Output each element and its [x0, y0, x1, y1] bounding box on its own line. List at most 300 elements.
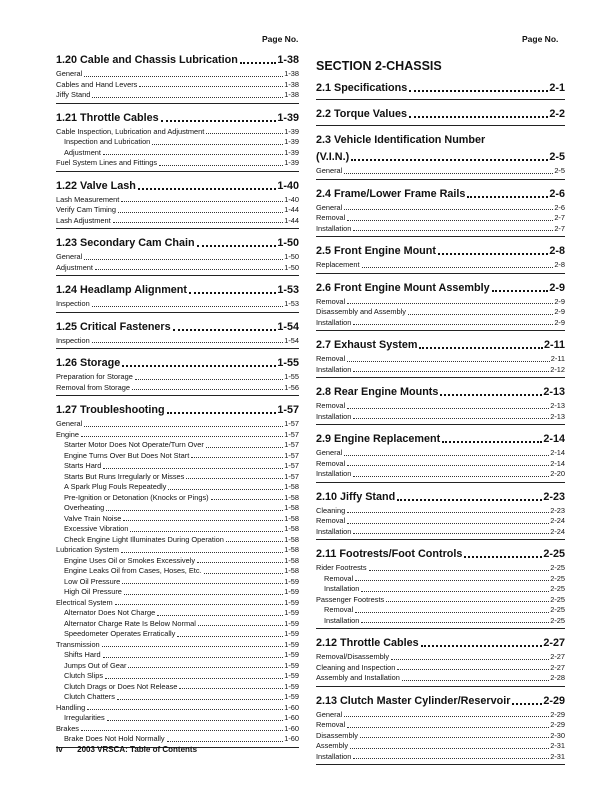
toc-entry[interactable] [56, 372, 299, 383]
toc-heading[interactable] [56, 402, 299, 418]
toc-entry[interactable] [56, 430, 299, 441]
toc-section [56, 110, 299, 172]
toc-entry-leader [353, 371, 549, 372]
toc-heading-title: 2.9 Engine Replacement [316, 433, 441, 445]
toc-entry-page: 1-44 [284, 205, 299, 214]
toc-section [316, 106, 565, 126]
toc-entry-title: Lash Measurement [56, 194, 120, 204]
page-no-header-right: Page No. [522, 34, 559, 44]
toc-entry[interactable] [56, 461, 299, 472]
toc-entry-title: Installation [316, 526, 352, 536]
toc-right-body [316, 80, 565, 765]
toc-heading-page: 2-23 [543, 490, 565, 503]
toc-entry-title: Assembly and Installation [316, 673, 400, 682]
toc-entry[interactable] [316, 224, 565, 235]
toc-heading-page: 2-27 [543, 637, 565, 649]
toc-entry-page: 1-50 [284, 252, 299, 261]
toc-entry[interactable] [56, 734, 299, 745]
toc-entry[interactable] [56, 69, 299, 80]
toc-entry-title: Installation [316, 469, 352, 478]
footer-doc-title: 2003 VRSCA: Table of Contents [77, 745, 198, 754]
toc-heading[interactable] [316, 106, 565, 122]
toc-entry-page: 2-28 [550, 673, 565, 682]
toc-entry-title: Clutch Slips [64, 671, 104, 680]
toc-entry-leader [92, 342, 284, 343]
toc-entry[interactable] [56, 263, 299, 274]
toc-entry-title: Handling [56, 702, 86, 712]
toc-entry-page: 2-9 [554, 307, 565, 316]
toc-entry-title: General [316, 166, 343, 175]
toc-entry[interactable] [56, 383, 299, 394]
toc-entry[interactable] [316, 354, 565, 365]
toc-entry-title: Jumps Out of Gear [64, 660, 127, 670]
toc-entry-leader [139, 86, 283, 87]
toc-entry[interactable] [56, 252, 299, 263]
toc-entry-title: Preparation for Storage [56, 372, 133, 381]
toc-entry-title: Electrical System [56, 597, 113, 607]
toc-entry-page: 1-58 [284, 534, 299, 544]
toc-entry-title: Removal/Disassembly [316, 652, 390, 661]
toc-entry[interactable] [56, 493, 299, 504]
toc-entry-page: 1-58 [284, 566, 299, 575]
toc-entry[interactable] [56, 482, 299, 493]
toc-entry[interactable] [316, 318, 565, 329]
toc-entry[interactable] [316, 401, 565, 412]
toc-entry-title: Installation [316, 317, 352, 327]
toc-entry-page: 2-8 [554, 260, 565, 269]
toc-entry[interactable] [56, 545, 299, 556]
toc-entry-leader [355, 612, 549, 613]
toc-entry-page: 2-24 [550, 516, 565, 525]
toc-heading[interactable] [56, 319, 299, 335]
toc-entry-leader [386, 601, 549, 602]
toc-entry[interactable] [316, 595, 565, 606]
toc-entry[interactable] [56, 195, 299, 206]
toc-entry-leader [204, 573, 284, 574]
toc-entry[interactable] [316, 710, 565, 721]
toc-heading-title: 2.10 Jiffy Stand [316, 490, 396, 503]
toc-entry-leader [103, 468, 283, 469]
toc-entry[interactable] [316, 584, 565, 595]
toc-heading-page: 1-57 [277, 404, 299, 416]
toc-section [56, 52, 299, 104]
toc-section [56, 282, 299, 313]
toc-entry-title: Lubrication System [56, 545, 119, 554]
toc-entry-page: 1-39 [284, 126, 299, 136]
toc-entry[interactable] [56, 650, 299, 661]
toc-entry-page: 1-38 [284, 90, 299, 99]
toc-heading-title: 2.12 Throttle Cables [316, 637, 419, 649]
toc-entry-title: Removal [324, 605, 354, 614]
toc-entry-title: General [56, 252, 83, 261]
toc-entry[interactable] [56, 137, 299, 148]
toc-entry[interactable] [316, 412, 565, 423]
toc-entry[interactable] [56, 80, 299, 91]
toc-entry-page: 1-57 [284, 429, 299, 439]
toc-entry-page: 1-59 [284, 608, 299, 617]
toc-entry[interactable] [316, 166, 565, 177]
toc-entry-leader [344, 209, 553, 210]
toc-entry-leader [353, 476, 549, 477]
page-no-header-left: Page No. [262, 34, 299, 44]
toc-heading-page: 2-11 [543, 339, 565, 351]
toc-entry[interactable] [316, 506, 565, 517]
toc-entry-page: 2-29 [550, 720, 565, 729]
toc-entry-title: Disassembly and Assembly [316, 307, 406, 316]
toc-entry[interactable] [56, 299, 299, 310]
toc-heading-title: 1.25 Critical Fasteners [56, 320, 171, 333]
toc-entry[interactable] [56, 566, 299, 577]
toc-heading[interactable] [56, 110, 299, 126]
toc-entry[interactable] [56, 503, 299, 514]
toc-entry[interactable] [56, 90, 299, 101]
toc-heading[interactable] [316, 693, 565, 709]
toc-entry-page: 1-54 [284, 335, 299, 345]
toc-entry-page: 2-27 [550, 662, 565, 672]
toc-entry-leader [347, 361, 550, 362]
toc-section [316, 693, 565, 766]
toc-section [316, 243, 565, 274]
toc-heading[interactable] [56, 52, 299, 68]
toc-entry-leader [347, 220, 553, 221]
toc-heading[interactable] [56, 178, 299, 194]
toc-entry-title: Inspection [56, 299, 90, 308]
toc-heading-title: 2.7 Exhaust System [316, 339, 418, 351]
toc-section [316, 132, 565, 180]
toc-heading-leader [440, 394, 542, 396]
toc-heading[interactable] [56, 235, 299, 251]
toc-entry[interactable] [316, 605, 565, 616]
toc-entry-title: Installation [316, 751, 352, 761]
toc-entry[interactable] [56, 556, 299, 567]
toc-heading-leader [173, 329, 277, 331]
toc-entry-title: Overheating [64, 503, 105, 512]
toc-entry[interactable] [56, 713, 299, 724]
toc-entry-page: 1-58 [284, 492, 299, 502]
toc-entry-leader [118, 212, 283, 213]
toc-entry[interactable] [56, 336, 299, 347]
toc-entry-leader [128, 667, 283, 668]
toc-entry-page: 2-25 [550, 563, 565, 572]
toc-entry[interactable] [316, 752, 565, 763]
toc-left-column [56, 52, 299, 754]
toc-heading-page: 2-9 [549, 281, 565, 294]
toc-entry-page: 1-58 [284, 482, 299, 491]
toc-section [56, 355, 299, 396]
toc-heading-title: (V.I.N.) [316, 151, 350, 163]
toc-heading-page: 2-1 [549, 82, 565, 94]
toc-entry-leader [81, 730, 283, 731]
toc-entry-leader [107, 720, 284, 721]
toc-entry-page: 2-31 [550, 741, 565, 750]
toc-entry[interactable] [56, 158, 299, 169]
toc-entry-page: 2-23 [550, 505, 565, 515]
toc-entry[interactable] [316, 563, 565, 574]
toc-entry[interactable] [316, 516, 565, 527]
toc-entry[interactable] [56, 682, 299, 693]
toc-entry[interactable] [56, 524, 299, 535]
toc-entry-page: 2-9 [554, 317, 565, 327]
toc-entry[interactable] [56, 629, 299, 640]
toc-entry-title: Fuel System Lines and Fittings [56, 158, 158, 167]
toc-entry-title: Alternator Does Not Charge [64, 608, 156, 617]
toc-heading-leader [464, 556, 542, 558]
toc-entry-page: 1-59 [284, 587, 299, 596]
toc-entry-page: 1-59 [284, 650, 299, 659]
toc-entry-leader [121, 552, 283, 553]
toc-entry-title: Assembly [316, 741, 349, 750]
toc-heading-leader [409, 116, 548, 118]
toc-heading-title: 2.5 Front Engine Mount [316, 245, 436, 257]
toc-entry-leader [179, 688, 283, 689]
toc-heading-page: 2-2 [549, 108, 565, 120]
toc-entry[interactable] [56, 661, 299, 672]
toc-heading-leader [409, 90, 548, 92]
toc-entry[interactable] [316, 741, 565, 752]
toc-heading-leader [512, 703, 542, 705]
toc-entry[interactable] [56, 692, 299, 703]
toc-heading-leader [421, 645, 543, 647]
toc-entry[interactable] [56, 598, 299, 609]
toc-entry-leader [124, 594, 283, 595]
toc-entry[interactable] [56, 608, 299, 619]
toc-entry[interactable] [56, 148, 299, 159]
toc-section [316, 635, 565, 687]
toc-entry-title: Installation [316, 411, 352, 421]
toc-entry-leader [84, 426, 283, 427]
section-title: SECTION 2-CHASSIS [316, 59, 442, 73]
toc-entry[interactable] [316, 469, 565, 480]
toc-entry[interactable] [56, 514, 299, 525]
toc-entry-title: Brake Does Not Hold Normally [64, 734, 165, 743]
toc-entry-title: Starts But Runs Irregularly or Misses [64, 471, 185, 481]
toc-entry[interactable] [316, 652, 565, 663]
toc-heading[interactable] [56, 355, 299, 371]
toc-entry-leader [344, 455, 549, 456]
toc-entry-page: 1-60 [284, 713, 299, 722]
toc-heading-leader [197, 245, 277, 247]
toc-entry[interactable] [316, 663, 565, 674]
toc-heading[interactable] [316, 186, 565, 202]
toc-entry-page: 2-25 [550, 573, 565, 583]
toc-heading-title: 1.21 Throttle Cables [56, 111, 159, 124]
toc-entry-leader [132, 389, 283, 390]
toc-heading[interactable] [316, 243, 565, 259]
toc-entry[interactable] [316, 297, 565, 308]
toc-entry-leader [152, 144, 283, 145]
toc-heading[interactable] [316, 337, 565, 353]
toc-entry-page: 1-60 [284, 723, 299, 733]
toc-heading-page: 2-29 [543, 694, 565, 707]
toc-entry-leader [347, 727, 549, 728]
toc-entry-page: 1-55 [284, 372, 299, 381]
toc-heading-title: 2.11 Footrests/Foot Controls [316, 548, 463, 560]
toc-entry-leader [198, 625, 283, 626]
toc-entry-title: Engine Uses Oil or Smokes Excessively [64, 555, 196, 565]
toc-entry-page: 1-44 [284, 215, 299, 225]
toc-entry-leader [191, 457, 283, 458]
toc-heading-leader [351, 159, 548, 161]
toc-entry[interactable] [56, 451, 299, 462]
toc-heading-title: 1.22 Valve Lash [56, 179, 136, 192]
toc-entry-leader [92, 97, 283, 98]
toc-entry-title: Removal [316, 720, 346, 729]
toc-heading-leader [397, 499, 542, 501]
toc-entry-leader [353, 230, 553, 231]
toc-entry[interactable] [56, 127, 299, 138]
toc-heading[interactable] [316, 280, 565, 296]
toc-entry-page: 1-59 [284, 618, 299, 628]
toc-heading[interactable] [56, 282, 299, 298]
toc-entry[interactable] [56, 671, 299, 682]
toc-entry-page: 1-57 [284, 450, 299, 460]
toc-entry[interactable] [56, 216, 299, 227]
toc-entry-title: General [56, 419, 83, 428]
toc-heading-leader [138, 188, 277, 190]
toc-entry-page: 1-59 [284, 597, 299, 607]
toc-entry-title: Valve Train Noise [64, 513, 122, 523]
toc-entry-leader [347, 523, 549, 524]
toc-entry-title: Removal [316, 516, 346, 525]
toc-entry-title: Removal from Storage [56, 382, 130, 392]
toc-heading[interactable] [316, 80, 565, 96]
toc-entry[interactable] [56, 440, 299, 451]
toc-heading-page: 1-53 [277, 284, 299, 296]
toc-entry-page: 1-57 [284, 419, 299, 428]
toc-entry-leader [122, 583, 283, 584]
toc-heading-title: 1.24 Headlamp Alignment [56, 284, 187, 296]
toc-entry-leader [206, 447, 283, 448]
toc-entry[interactable] [316, 527, 565, 538]
toc-entry[interactable] [316, 459, 565, 470]
toc-entry-leader [402, 680, 549, 681]
toc-heading-leader [419, 347, 543, 349]
toc-section [316, 384, 565, 425]
toc-entry-page: 1-59 [284, 692, 299, 701]
toc-heading-title: 1.23 Secondary Cam Chain [56, 237, 195, 249]
toc-entry-page: 1-39 [284, 137, 299, 146]
toc-heading-page: 2-13 [543, 386, 565, 398]
toc-entry-leader [186, 478, 283, 479]
toc-entry[interactable] [316, 203, 565, 214]
toc-entry-leader [369, 570, 550, 571]
toc-entry[interactable] [316, 616, 565, 627]
toc-heading[interactable] [316, 546, 565, 562]
toc-heading[interactable] [316, 149, 565, 165]
toc-entry-title: Clutch Chatters [64, 692, 115, 701]
toc-entry-title: Brakes [56, 723, 80, 733]
toc-entry-title: Low Oil Pressure [64, 576, 121, 586]
toc-entry-page: 1-59 [284, 639, 299, 649]
toc-entry-title: Removal [316, 354, 346, 363]
toc-entry[interactable] [56, 587, 299, 598]
toc-entry-title: Clutch Drags or Does Not Release [64, 681, 178, 691]
toc-entry-title: Engine Leaks Oil from Cases, Hoses, Etc. [64, 566, 202, 575]
toc-entry-title: Alternator Charge Rate Is Below Normal [64, 618, 196, 628]
toc-entry[interactable] [316, 448, 565, 459]
toc-entry-page: 1-57 [284, 461, 299, 470]
toc-entry-page: 1-40 [284, 194, 299, 204]
toc-entry-leader [103, 154, 283, 155]
toc-entry-leader [397, 669, 549, 670]
toc-entry-title: Replacement [316, 260, 360, 269]
toc-heading-title: 1.27 Troubleshooting [56, 404, 165, 416]
toc-heading[interactable] [316, 489, 565, 505]
toc-entry-title: Installation [316, 364, 352, 374]
toc-entry[interactable] [316, 673, 565, 684]
toc-entry-title: Engine [56, 429, 80, 439]
toc-entry-page: 1-38 [284, 69, 299, 78]
toc-entry[interactable] [316, 720, 565, 731]
toc-entry[interactable] [316, 213, 565, 224]
toc-entry-page: 2-25 [550, 605, 565, 614]
toc-section [56, 402, 299, 748]
toc-entry[interactable] [316, 731, 565, 742]
toc-entry-page: 1-59 [284, 681, 299, 691]
toc-entry[interactable] [56, 577, 299, 588]
toc-entry-page: 2-27 [550, 652, 565, 661]
toc-heading[interactable] [316, 384, 565, 400]
toc-entry[interactable] [316, 365, 565, 376]
toc-entry-title: Removal [324, 573, 354, 583]
toc-entry[interactable] [56, 535, 299, 546]
toc-heading-page: 1-55 [277, 357, 299, 369]
toc-heading[interactable] [316, 431, 565, 447]
toc-heading-line1: 2.3 Vehicle Identification Number [316, 134, 486, 146]
toc-entry-page: 1-58 [284, 545, 299, 554]
toc-entry-title: Cables and Hand Levers [56, 79, 138, 89]
toc-heading-leader [240, 62, 277, 64]
toc-entry-leader [106, 510, 283, 511]
toc-entry-title: Check Engine Light Illuminates During Operation [64, 534, 224, 544]
toc-section [316, 80, 565, 100]
toc-section [316, 280, 565, 332]
toc-entry-leader [81, 436, 283, 437]
toc-entry[interactable] [56, 640, 299, 651]
toc-entry-page: 2-25 [550, 584, 565, 593]
toc-heading-title: 2.13 Clutch Master Cylinder/Reservoir [316, 694, 511, 707]
toc-entry-leader [168, 489, 283, 490]
toc-entry[interactable] [56, 205, 299, 216]
toc-entry[interactable] [56, 703, 299, 714]
toc-entry-leader [130, 531, 283, 532]
toc-entry-page: 1-58 [284, 513, 299, 523]
toc-entry-leader [121, 201, 283, 202]
toc-heading-leader [122, 365, 276, 367]
toc-entry[interactable] [316, 260, 565, 271]
toc-entry-leader [360, 737, 549, 738]
toc-entry-page: 1-59 [284, 629, 299, 638]
toc-section [316, 431, 565, 483]
toc-heading-page: 2-5 [549, 151, 565, 163]
toc-entry[interactable] [316, 574, 565, 585]
toc-entry[interactable] [56, 472, 299, 483]
toc-entry-title: Removal [316, 458, 346, 468]
toc-entry-title: Passenger Footrests [316, 594, 385, 604]
toc-right-column [316, 52, 565, 771]
toc-entry-page: 2-11 [550, 354, 565, 363]
toc-entry-leader [105, 678, 283, 679]
toc-entry-page: 1-60 [284, 702, 299, 712]
toc-entry[interactable] [56, 419, 299, 430]
toc-entry-title: Transmission [56, 639, 100, 649]
toc-entry-leader [113, 222, 284, 223]
toc-heading[interactable] [316, 635, 565, 651]
toc-entry[interactable] [56, 724, 299, 735]
toc-entry[interactable] [56, 619, 299, 630]
toc-entry[interactable] [316, 307, 565, 318]
toc-entry-page: 2-30 [550, 730, 565, 740]
